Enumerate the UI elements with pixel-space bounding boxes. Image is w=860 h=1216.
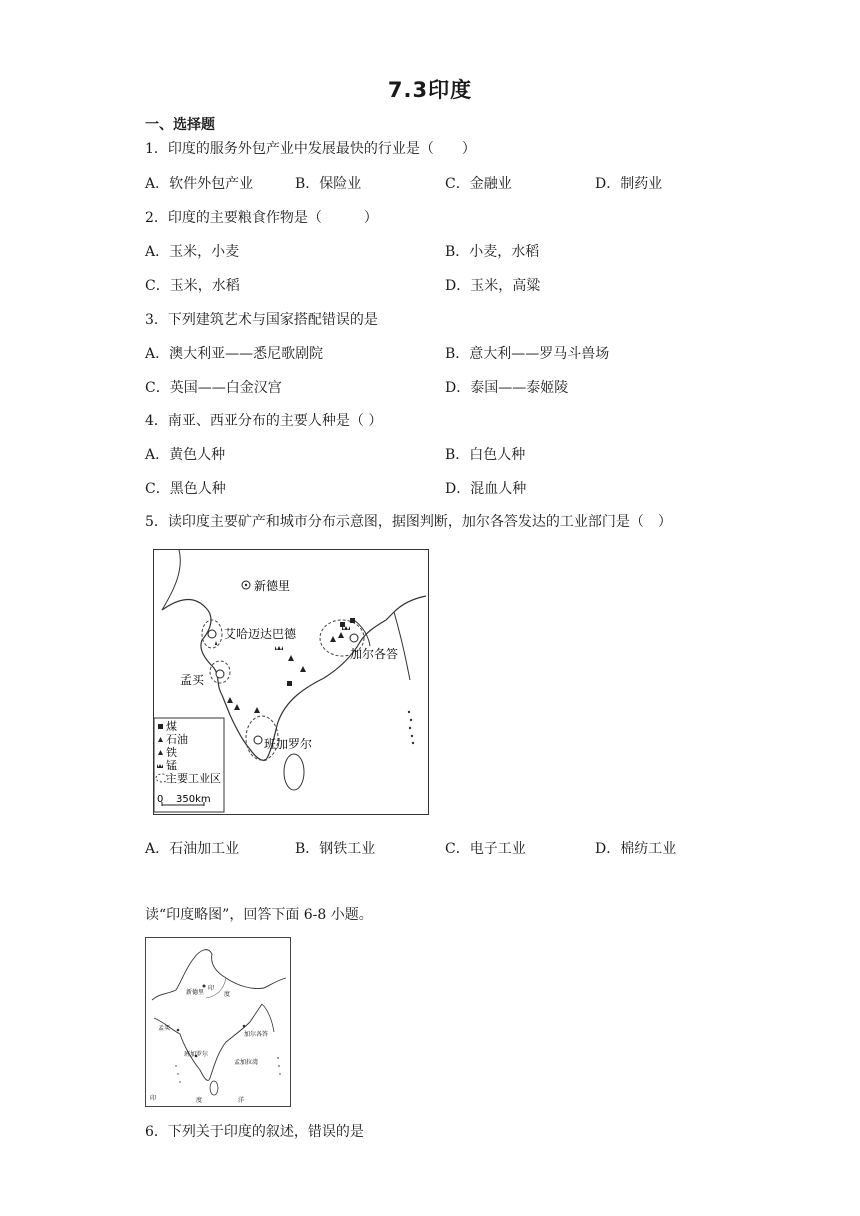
- map1-label-ahmedabad: 艾哈迈达巴德: [224, 627, 297, 641]
- myanmar-coast: [394, 612, 410, 680]
- question-2-option-a[interactable]: A．玉米，小麦: [145, 244, 240, 260]
- question-3-option-c[interactable]: C．英国——白金汉宫: [145, 380, 282, 396]
- question-4-option-b[interactable]: B．白色人种: [445, 447, 526, 463]
- map2-label-du: 度: [224, 991, 231, 998]
- map2-label-bangalore: 班加罗尔: [184, 1051, 209, 1058]
- page-title: 7.3印度: [387, 78, 473, 102]
- legend-iron: 铁: [166, 746, 177, 759]
- question-1-option-d[interactable]: D．制药业: [595, 176, 663, 192]
- sketch-sri-lanka: [210, 1081, 218, 1095]
- question-3-option-b[interactable]: B．意大利——罗马斗兽场: [445, 346, 610, 362]
- map2-label-new-delhi: 新德里: [186, 989, 205, 996]
- map2-label-mumbai: 孟买: [158, 1025, 171, 1032]
- passage-intro-6-8: 读“印度略图”，回答下面 6-8 小题。: [145, 907, 373, 923]
- question-5-option-d[interactable]: D．棉纺工业: [595, 841, 677, 857]
- kolkata-marker: [350, 634, 358, 642]
- question-1-stem: 1．印度的服务外包产业中发展最快的行业是（ ）: [145, 141, 476, 157]
- question-2-option-b[interactable]: B．小麦，水稻: [445, 244, 540, 260]
- question-3-option-a[interactable]: A．澳大利亚——悉尼歌剧院: [145, 346, 324, 362]
- question-3-stem: 3．下列建筑艺术与国家搭配错误的是: [145, 312, 378, 328]
- india-minerals-map-drawing: [154, 550, 427, 813]
- map2-label-ocean-yang: 洋: [238, 1097, 245, 1104]
- legend-manganese: 锰: [166, 759, 177, 772]
- mumbai-marker: [216, 670, 224, 678]
- india-minerals-map: [153, 549, 429, 815]
- scale-zero: 0: [157, 794, 164, 805]
- map2-label-kolkata: 加尔各答: [244, 1031, 269, 1038]
- legend-industrial-zone: 主要工业区: [166, 772, 221, 785]
- india-sketch-map: [145, 937, 291, 1107]
- map1-label-new-delhi: 新德里: [254, 579, 291, 593]
- question-4-stem: 4．南亚、西亚分布的主要人种是（ ）: [145, 413, 383, 429]
- question-4-option-d[interactable]: D．混血人种: [445, 481, 527, 497]
- question-5-option-c[interactable]: C．电子工业: [445, 841, 526, 857]
- question-2-option-d[interactable]: D．玉米，高粱: [445, 278, 541, 294]
- sketch-map-outline: [152, 950, 286, 1000]
- scale-label: 350km: [176, 794, 211, 805]
- question-4-option-a[interactable]: A．黄色人种: [145, 447, 226, 463]
- map1-label-bangalore: 班加罗尔: [264, 737, 313, 751]
- legend-coal: 煤: [166, 720, 177, 733]
- question-5-option-a[interactable]: A．石油加工业: [145, 841, 240, 857]
- ahmedabad-marker: [208, 630, 216, 638]
- question-1-option-b[interactable]: B．保险业: [295, 176, 362, 192]
- map1-label-mumbai: 孟买: [180, 673, 205, 687]
- map2-label-bay-of-bengal: 孟加拉湾: [234, 1059, 259, 1066]
- question-1-option-c[interactable]: C．金融业: [445, 176, 512, 192]
- question-3-option-d[interactable]: D．泰国——泰姬陵: [445, 380, 569, 396]
- question-4-option-c[interactable]: C．黑色人种: [145, 481, 226, 497]
- question-2-stem: 2．印度的主要粮食作物是（ ）: [145, 210, 378, 226]
- question-1-option-a[interactable]: A．软件外包产业: [145, 176, 254, 192]
- legend-oil: 石油: [166, 733, 188, 746]
- map2-label-ocean-yin: 印: [150, 1095, 157, 1102]
- section-heading: 一、选择题: [145, 117, 215, 133]
- andaman-islands: [408, 711, 414, 744]
- sri-lanka: [284, 754, 304, 790]
- map2-label-yin: 印: [208, 985, 215, 992]
- india-sketch-map-drawing: [146, 938, 290, 1106]
- question-5-stem: 5．读印度主要矿产和城市分布示意图，据图判断，加尔各答发达的工业部门是（ ）: [145, 514, 672, 530]
- question-2-option-c[interactable]: C．玉米，水稻: [145, 278, 240, 294]
- map2-label-ocean-du: 度: [196, 1097, 203, 1104]
- sketch-map-coast: [154, 1004, 262, 1080]
- bangalore-marker: [254, 736, 262, 744]
- map1-label-kolkata: 加尔各答: [350, 647, 399, 661]
- question-5-option-b[interactable]: B．钢铁工业: [295, 841, 376, 857]
- question-6-stem: 6．下列关于印度的叙述，错误的是: [145, 1124, 364, 1140]
